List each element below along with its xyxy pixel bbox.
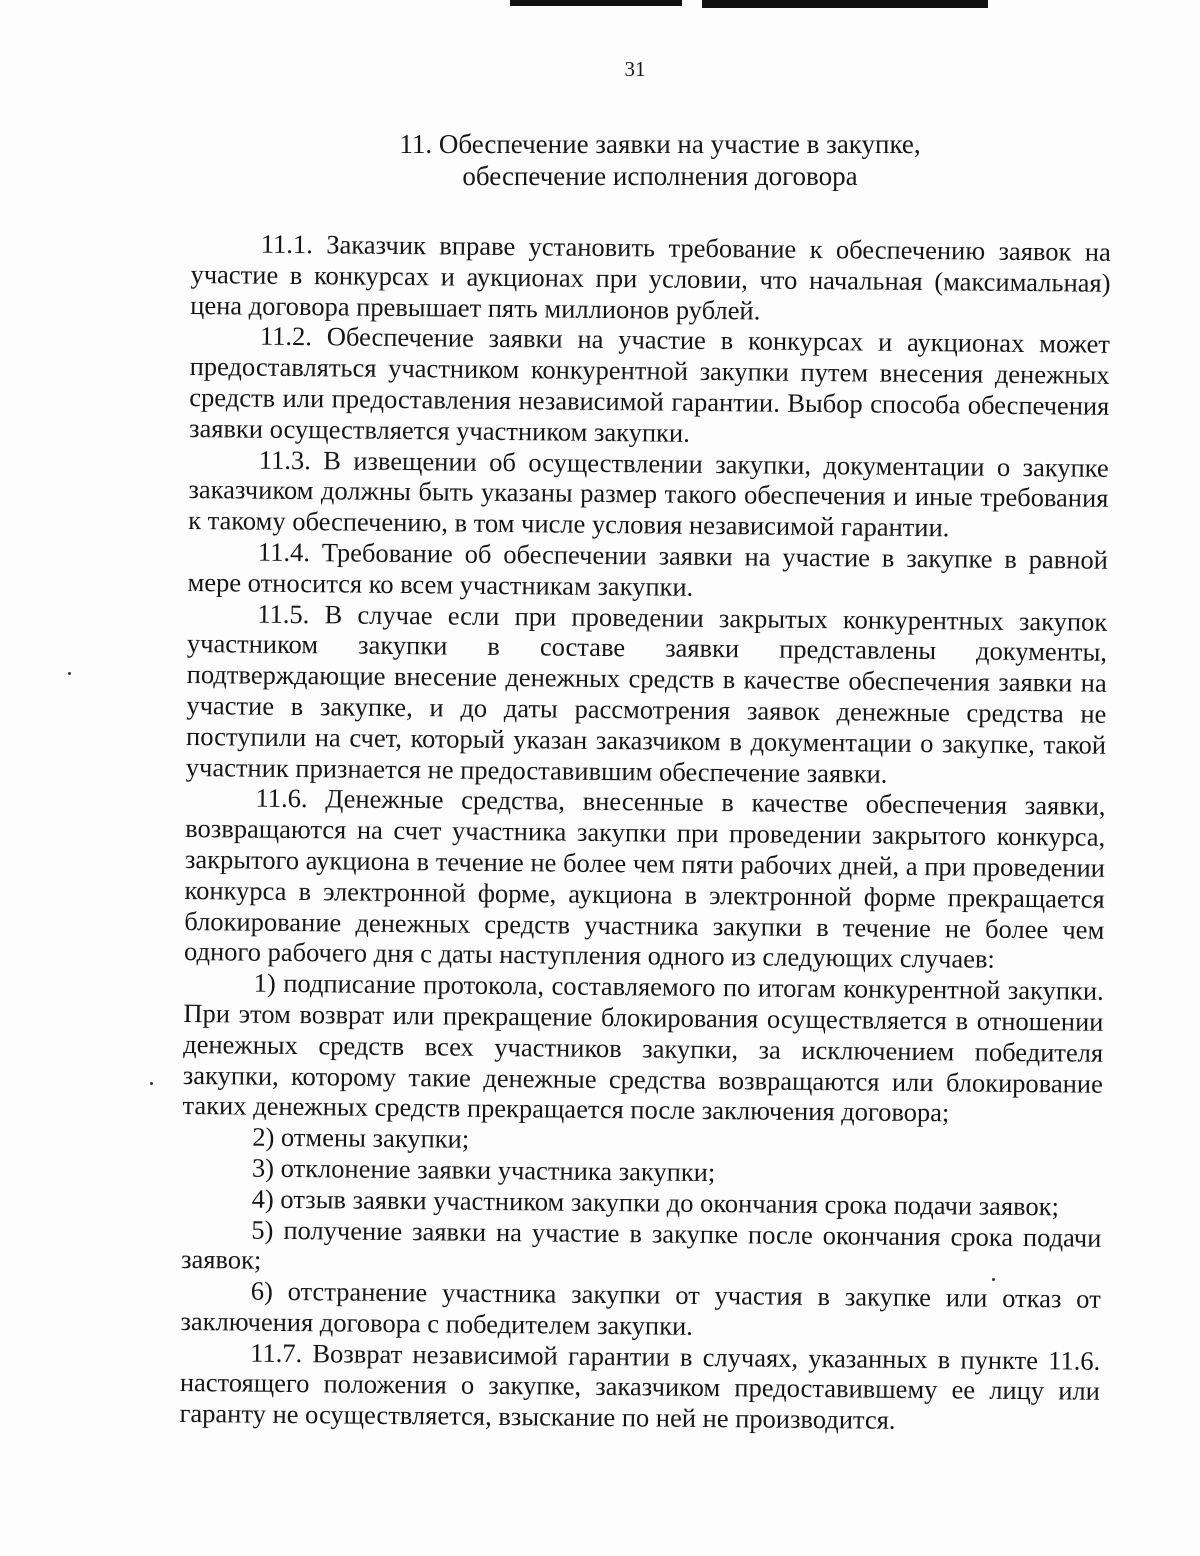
paragraph-11-4: 11.4. Требование об обеспечении заявки на участие в закупке в равной мере относится ко всем участникам закупки. xyxy=(187,536,1109,602)
section-title-line-1: 11. Обеспечение заявки на участие в закупке, xyxy=(399,129,921,159)
paragraph-11-7: 11.7. Возврат независимой гарантии в случаях, указанных в пункте 11.6. настоящего положения о закупке, заказчиком предоставившему ее лицу или гаранту не осуществляется, взыскание по ней не производится. xyxy=(179,1337,1101,1436)
list-item-3: 3) отклонение заявки участника закупки; xyxy=(251,1152,716,1187)
document-body xyxy=(179,228,1110,1438)
paragraph-11-6: 11.6. Денежные средства, внесенные в качестве обеспечения заявки, возвращаются на счет участника закупки при проведении закрытого конкурса, закрытого аукциона в течение не более чем пяти рабочих дней, а при проведении конкурса в электронной форме, аукциона в электронной форме прекращается блокирование денежных средств участника закупки в течение не более чем одного рабочего дня с даты наступления одного из следующих случаев: xyxy=(183,782,1106,975)
scan-artifact-bar xyxy=(702,0,988,8)
list-item-5: 5) получение заявки на участие в закупке после окончания срока подачи заявок; xyxy=(180,1214,1102,1276)
paragraph-11-1: 11.1. Заказчик вправе установить требование к обеспечению заявок на участие в конкурсах и аукционах при условии, что начальная (максимальная) цена договора превышает пять миллионов рублей. xyxy=(190,228,1111,326)
page-number: 31 xyxy=(624,57,646,81)
paragraph-11-2: 11.2. Обеспечение заявки на участие в конкурсах и аукционах может предоставляться участником конкурентной закупки путем внесения денежных средств или предоставления независимой гарантии. Выбор способа обеспечения заявки осуществляется участником закупки. xyxy=(188,321,1111,448)
list-item-1: 1) подписание протокола, составляемого по итогам конкурентной закупки. При этом возврат или прекращение блокирования осуществляется в отношении денежных средств всех участников закупки, за исключением победителя закупки, которому такие денежные средства возвращаются или блокирование таких денежных средств прекращается после заключения договора; xyxy=(182,967,1104,1128)
paragraph-11-5: 11.5. В случае если при проведении закрытых конкурентных закупок участником закупки в составе заявки представлены документы, подтверждающие внесение денежных средств в качестве обеспечения заявки на участие в закупке, и до даты рассмотрения заявок денежные средства не поступили на счет, который указан заказчиком в документации о закупке, такой участник признается не предоставившим обеспечение заявки. xyxy=(185,598,1108,789)
list-item-6: 6) отстранение участника закупки от участия в закупке или отказ от заключения договора с победителем закупки. xyxy=(180,1275,1101,1341)
list-item-2: 2) отмены закупки; xyxy=(252,1121,470,1154)
scan-artifact-bar xyxy=(510,0,682,6)
scan-speck xyxy=(150,1082,153,1085)
scan-speck xyxy=(68,672,71,675)
list-item-4: 4) отзыв заявки участником закупки до окончания срока подачи заявок; xyxy=(251,1183,1060,1222)
section-heading xyxy=(380,128,940,192)
section-title-line-2: обеспечение исполнения договора xyxy=(462,161,858,191)
paragraph-11-3: 11.3. В извещении об осуществлении закупки, документации о закупке заказчиком должны быть указаны размер такого обеспечения и иные требования к такому обеспечению, в том числе условия независимой гарантии. xyxy=(188,444,1109,543)
